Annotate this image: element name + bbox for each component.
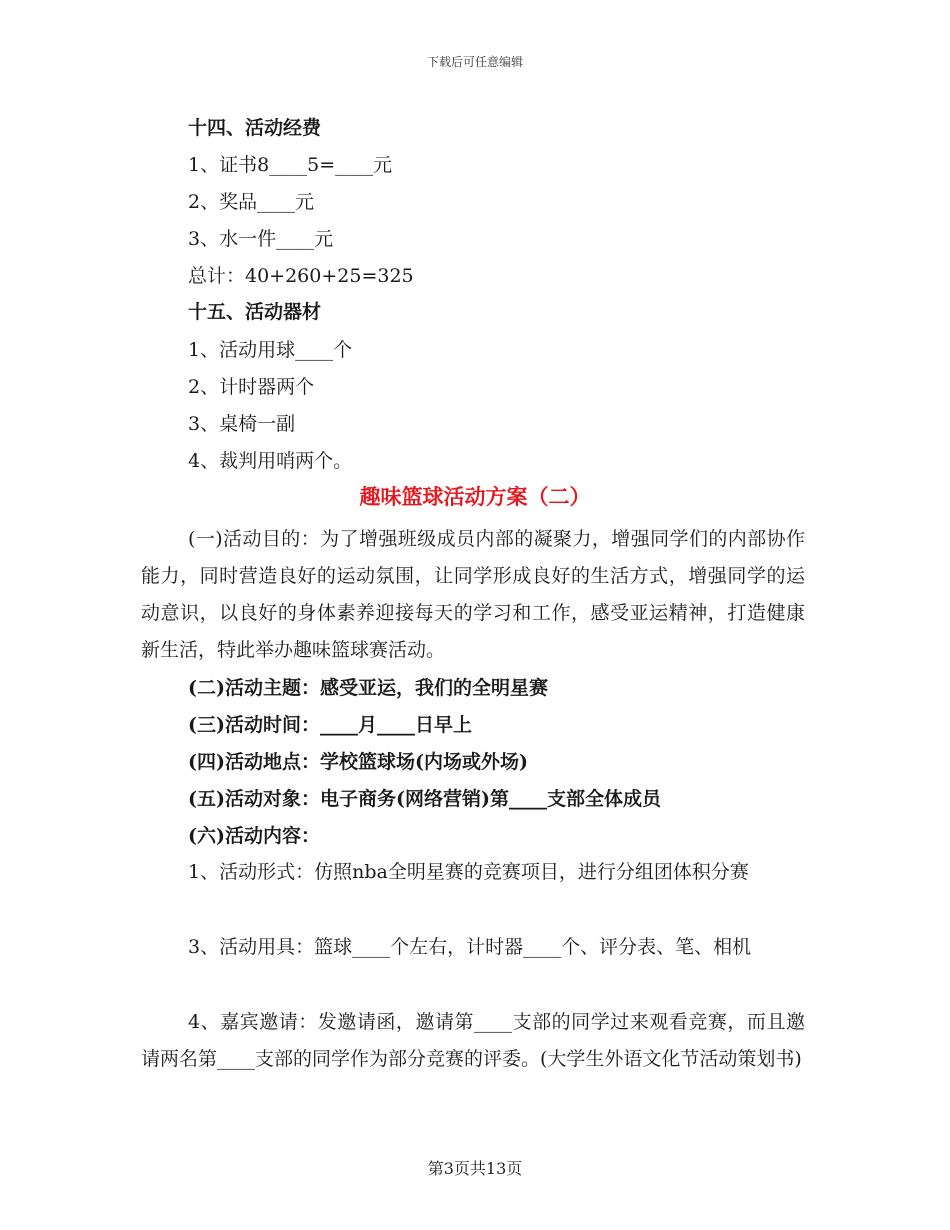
target-line: (五)活动对象：电子商务(网络营销)第____支部全体成员 [188, 788, 661, 810]
tools-paragraph: 3、活动用具：篮球____个左右，计时器____个、评分表、笔、相机 [188, 936, 752, 958]
theme-line: (二)活动主题：感受亚运，我们的全明星赛 [188, 677, 548, 699]
equipment-item-4: 4、裁判用哨两个。 [188, 450, 353, 472]
funds-item-3: 3、水一件____元 [188, 228, 334, 250]
section-heading-equipment: 十五、活动器材 [188, 301, 322, 323]
time-line: (三)活动时间：____月____日早上 [188, 714, 472, 736]
section-heading-funds: 十四、活动经费 [188, 117, 322, 139]
plan-title: 趣味篮球活动方案（二） [359, 484, 591, 509]
page-header: 下载后可任意编辑 [426, 55, 523, 69]
location-line: (四)活动地点：学校篮球场(内场或外场) [188, 751, 528, 773]
guests-paragraph: 4、嘉宾邀请：发邀请函，邀请第____支部的同学过来观看竞赛，而且邀请两名第____支部的同学作为部分竞赛的评委。(大学生外语文化节活动策划书) [141, 1011, 805, 1070]
content-heading: (六)活动内容： [188, 825, 320, 847]
page-footer: 第3页共13页 [427, 1159, 523, 1178]
purpose-paragraph: (一)活动目的：为了增强班级成员内部的凝聚力，增强同学们的内部协作能力，同时营造良好的运动氛围，让同学形成良好的生活方式，增强同学的运动意识，以良好的身体素养迎接每天的学习和工作，感受亚运精神，打造健康新生活，特此举办趣味篮球赛活动。 [141, 528, 805, 661]
funds-item-2: 2、奖品____元 [188, 191, 315, 213]
form-paragraph: 1、活动形式：仿照nba全明星赛的竞赛项目，进行分组团体积分赛 [188, 861, 749, 883]
equipment-item-2: 2、计时器两个 [188, 376, 315, 398]
funds-total: 总计：40+260+25=325 [188, 265, 414, 287]
equipment-item-3: 3、桌椅一副 [188, 413, 296, 435]
equipment-item-1: 1、活动用球____个 [188, 339, 353, 361]
funds-item-1: 1、证书8____5=____元 [188, 154, 393, 176]
